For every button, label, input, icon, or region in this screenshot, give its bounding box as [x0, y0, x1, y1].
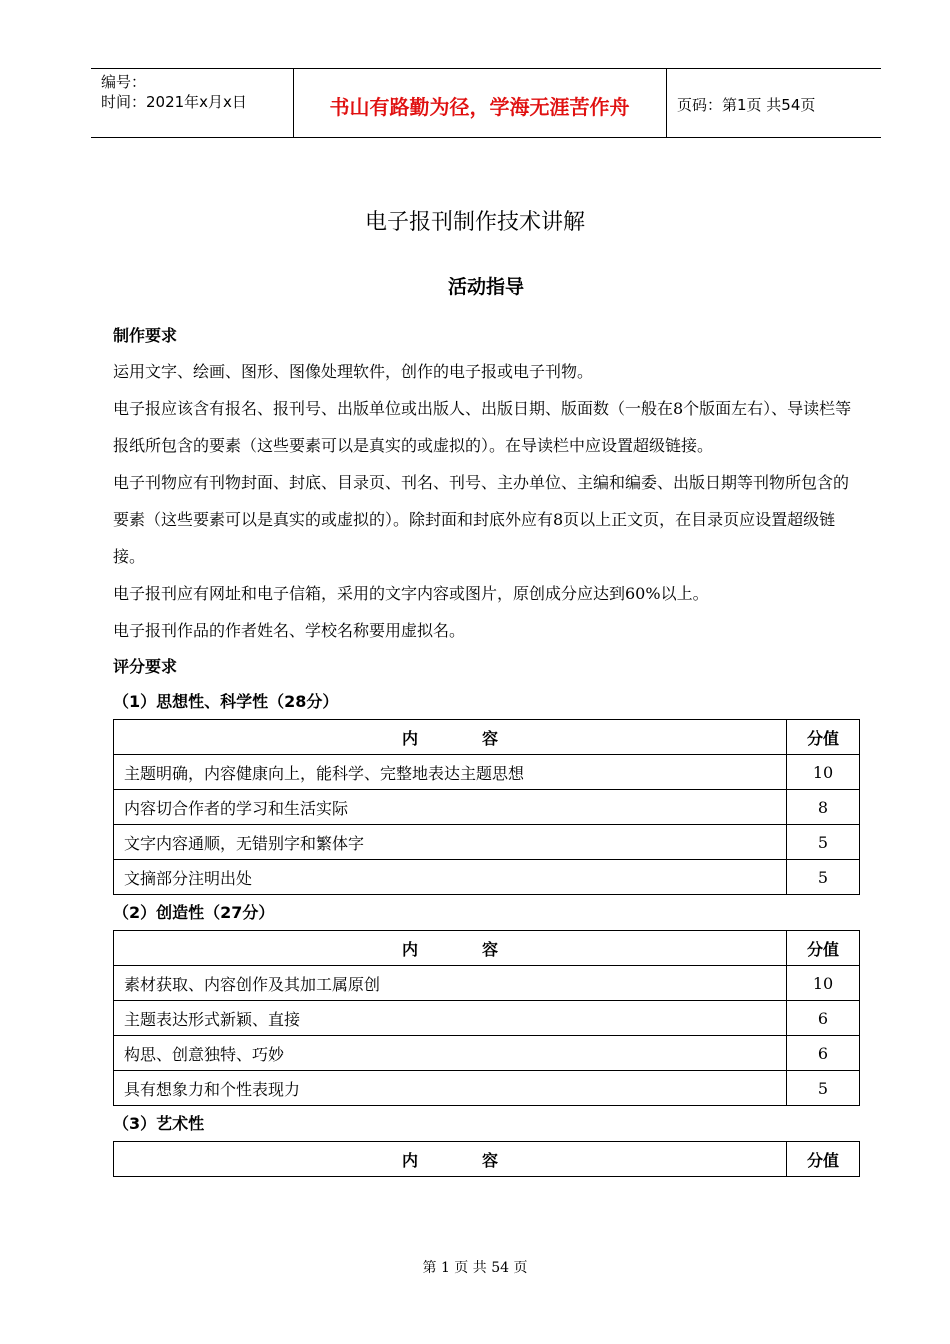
table-3-heading: （3）艺术性	[113, 1114, 205, 1133]
col-content-header: 内 容	[114, 931, 787, 966]
serial-label: 编号：	[101, 73, 147, 91]
col-score-header: 分值	[787, 931, 860, 966]
row-score: 6	[787, 1001, 860, 1036]
main-content	[113, 318, 861, 1177]
header-page-cell	[667, 69, 881, 137]
row-score: 10	[787, 966, 860, 1001]
table-header-row	[114, 931, 860, 966]
row-score: 8	[787, 790, 860, 825]
table-header-row	[114, 1142, 860, 1177]
row-content: 主题表达形式新颖、直接	[114, 1001, 787, 1036]
table-header-row	[114, 720, 860, 755]
row-content: 内容切合作者的学习和生活实际	[114, 790, 787, 825]
row-content: 文摘部分注明出处	[114, 860, 787, 895]
table-2-heading: （2）创造性（27分）	[113, 903, 275, 922]
page-footer: 第 1 页 共 54 页	[422, 1260, 528, 1276]
score-table-3	[113, 1141, 860, 1177]
row-score: 6	[787, 1036, 860, 1071]
table-1-heading: （1）思想性、科学性（28分）	[113, 692, 339, 711]
table-row	[114, 1001, 860, 1036]
score-table-1	[113, 719, 860, 895]
page-header	[91, 68, 881, 138]
col-score-header: 分值	[787, 720, 860, 755]
scoring-heading: 评分要求	[113, 657, 178, 676]
row-content: 素材获取、内容创作及其加工属原创	[114, 966, 787, 1001]
page-info: 页码：第1页 共54页	[677, 96, 816, 114]
col-score-header: 分值	[787, 1142, 860, 1177]
table-row	[114, 1036, 860, 1071]
paragraph: 电子报刊应有网址和电子信箱，采用的文字内容或图片，原创成分应达到60%以上。	[113, 584, 709, 603]
motto: 书山有路勤为径，学海无涯苦作舟	[329, 95, 630, 119]
time-label: 时间：2021年x月x日	[101, 93, 247, 111]
requirements-heading: 制作要求	[113, 326, 178, 345]
col-content-header: 内 容	[114, 720, 787, 755]
table-row	[114, 825, 860, 860]
table-row	[114, 755, 860, 790]
row-content: 具有想象力和个性表现力	[114, 1071, 787, 1106]
paragraph: 电子刊物应有刊物封面、封底、目录页、刊名、刊号、主办单位、主编和编委、出版日期等刊物所包含的要素（这些要素可以是真实的或虚拟的）。除封面和封底外应有8页以上正文页，在目录页应设置超级链接。	[113, 473, 850, 566]
row-score: 5	[787, 1071, 860, 1106]
document-title: 电子报刊制作技术讲解	[364, 210, 585, 235]
row-score: 5	[787, 825, 860, 860]
table-row	[114, 860, 860, 895]
table-row	[114, 790, 860, 825]
paragraph: 电子报刊作品的作者姓名、学校名称要用虚拟名。	[113, 621, 466, 640]
row-score: 10	[787, 755, 860, 790]
table-row	[114, 1071, 860, 1106]
document-subtitle: 活动指导	[447, 276, 524, 298]
score-table-2	[113, 930, 860, 1106]
paragraph: 运用文字、绘画、图形、图像处理软件，创作的电子报或电子刊物。	[113, 362, 594, 381]
paragraph: 电子报应该含有报名、报刊号、出版单位或出版人、出版日期、版面数（一般在8个版面左右）、导读栏等报纸所包含的要素（这些要素可以是真实的或虚拟的）。在导读栏中应设置超级链接。	[113, 399, 852, 455]
row-content: 文字内容通顺，无错别字和繁体字	[114, 825, 787, 860]
col-content-header: 内 容	[114, 1142, 787, 1177]
row-content: 构思、创意独特、巧妙	[114, 1036, 787, 1071]
row-content: 主题明确，内容健康向上，能科学、完整地表达主题思想	[114, 755, 787, 790]
row-score: 5	[787, 860, 860, 895]
header-motto-cell	[293, 69, 667, 137]
header-meta-cell	[91, 69, 294, 137]
table-row	[114, 966, 860, 1001]
